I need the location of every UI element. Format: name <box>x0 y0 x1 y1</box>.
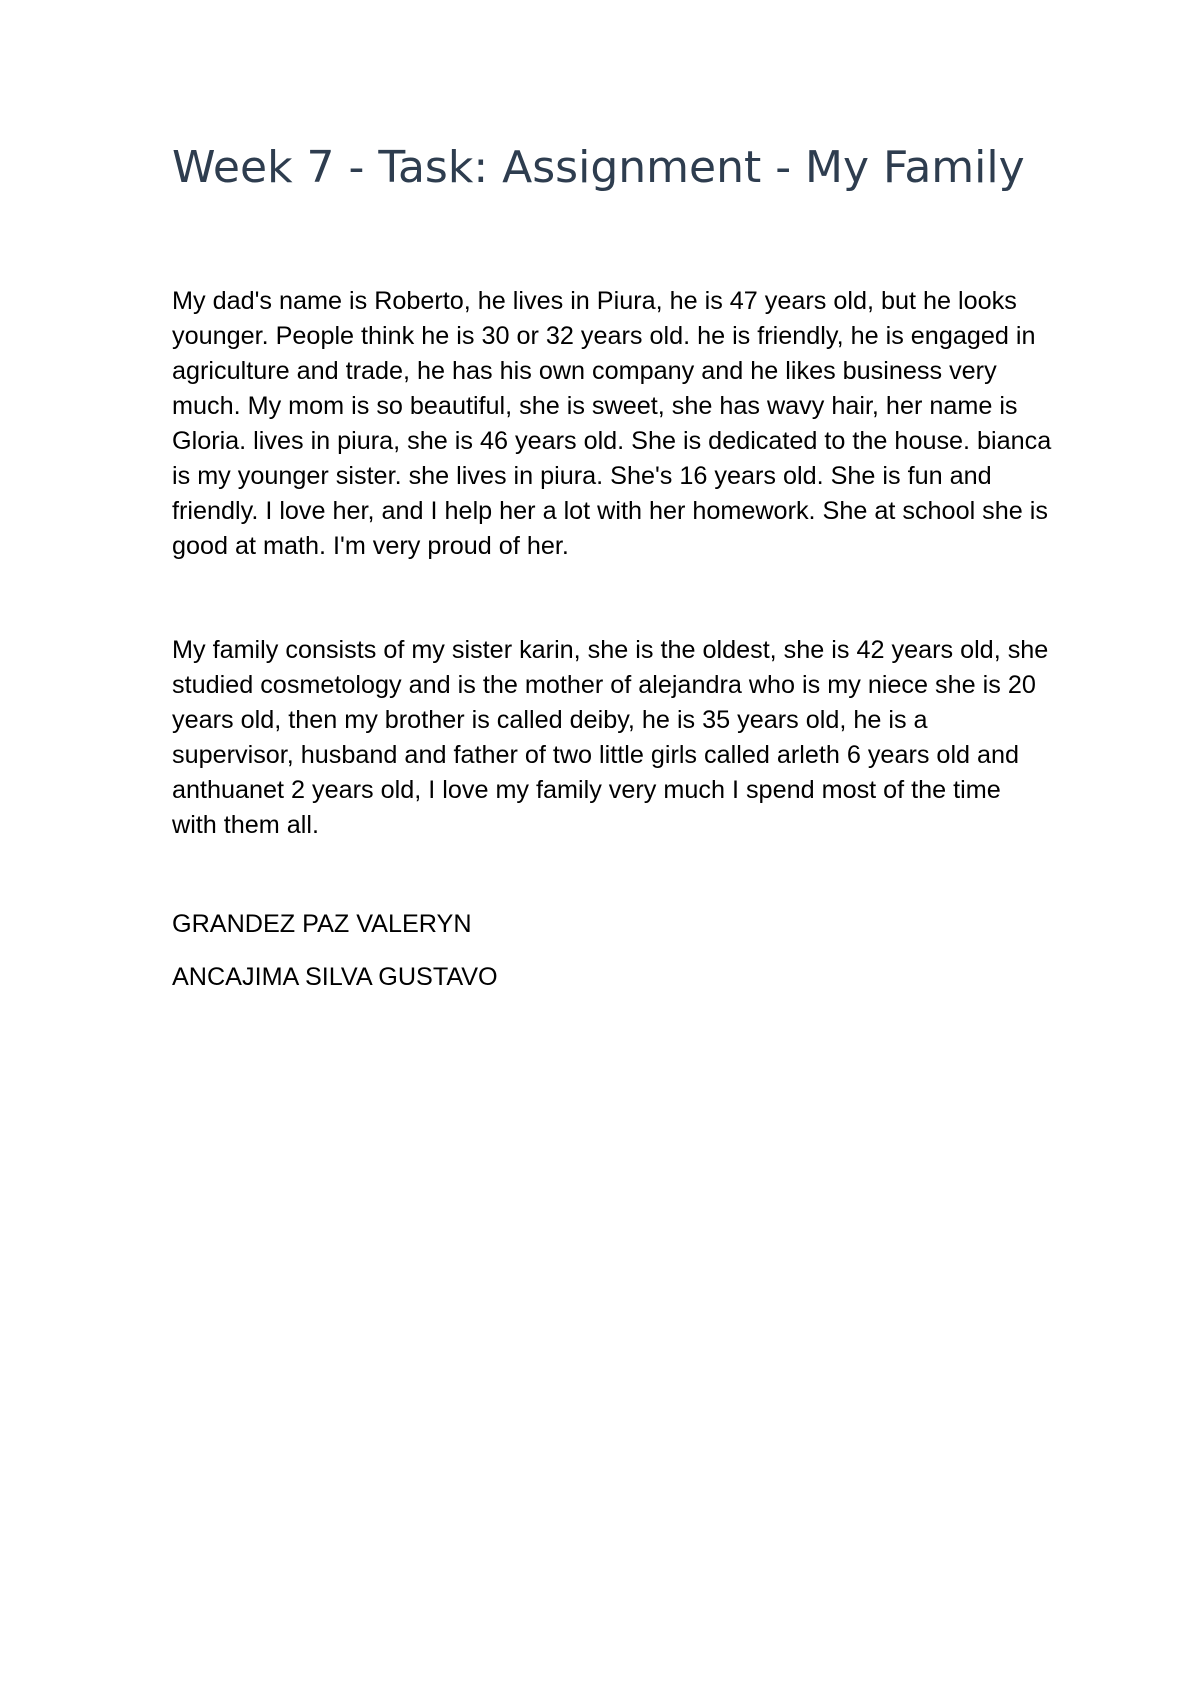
paragraph-siblings-and-family: My family consists of my sister karin, she is the oldest, she is 42 years old, she studied cosmetology and is the mother of alejandra who is my niece she is 20 years old, then my brother is called deiby, he is 35 years old, he is a supervisor, husband and father of two little girls called arleth 6 years old and anthuanet 2 years old, I love my family very much I spend most of the time with them all. <box>172 636 1049 839</box>
author-name: ANCAJIMA SILVA GUSTAVO <box>172 963 498 991</box>
author-name: GRANDEZ PAZ VALERYN <box>172 910 472 938</box>
paragraph-parents-and-sister: My dad's name is Roberto, he lives in Piura, he is 47 years old, but he looks younger. People think he is 30 or 32 years old. he is friendly, he is engaged in agriculture and trade, he has his own company and he likes business very much. My mom is so beautiful, she is sweet, she has wavy hair, her name is Gloria. lives in piura, she is 46 years old. She is dedicated to the house. bianca is my younger sister. she lives in piura. She's 16 years old. She is fun and friendly. I love her, and I help her a lot with her homework. She at school she is good at math. I'm very proud of her. <box>172 287 1052 560</box>
document-title: Week 7 - Task: Assignment - My Family <box>172 142 1025 193</box>
document-body <box>172 284 1052 995</box>
